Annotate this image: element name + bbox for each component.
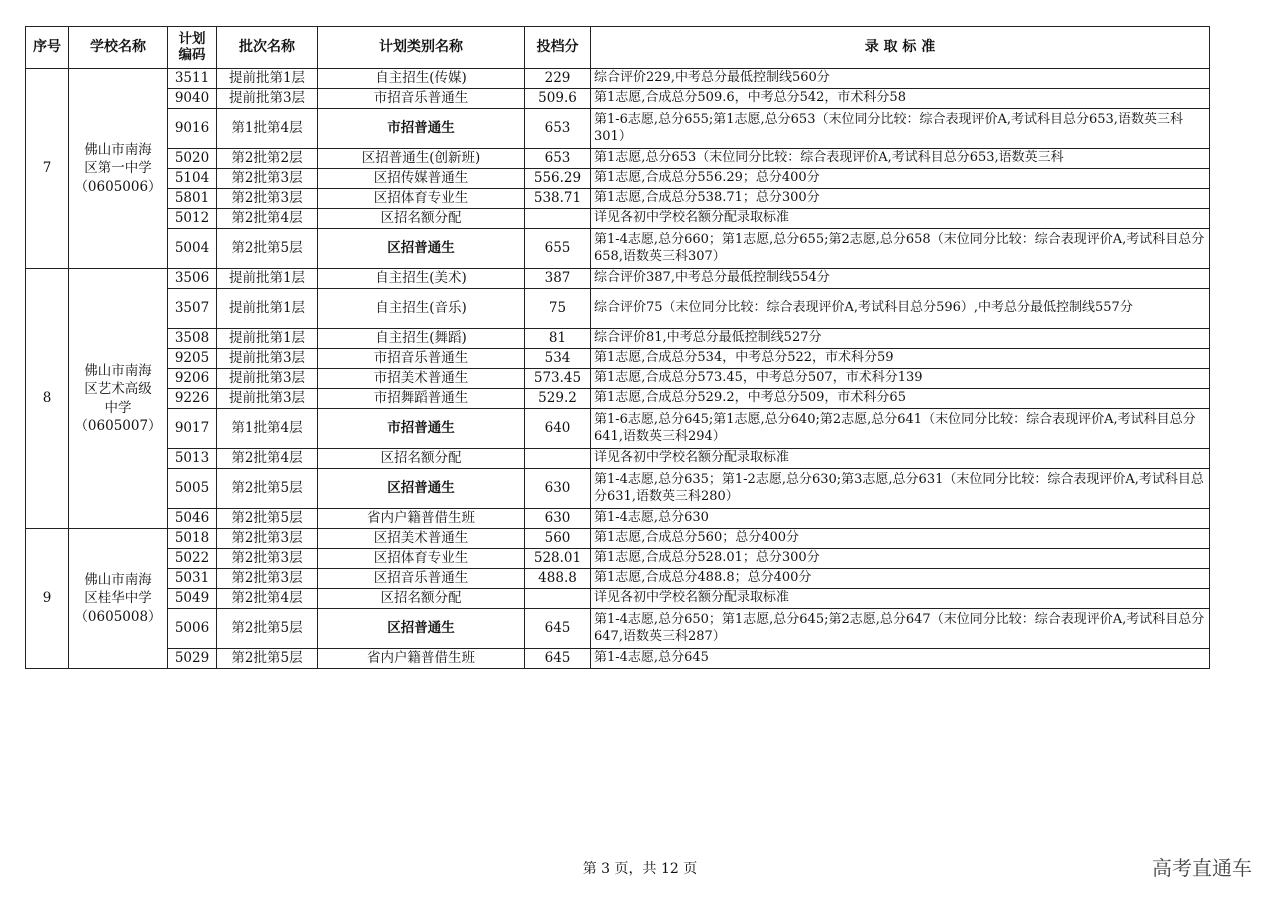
cell-batch: 第2批第4层 [217,449,318,469]
table-row [26,369,1210,389]
cell-batch: 第2批第3层 [217,569,318,589]
cell-plan-type: 区招普通生 [318,469,525,509]
cell-score: 573.45 [525,369,591,389]
cell-score: 81 [525,329,591,349]
cell-code: 3511 [168,69,217,89]
header-batch: 批次名称 [217,27,318,69]
table-row [26,229,1210,269]
cell-plan-type: 区招音乐普通生 [318,569,525,589]
cell-code: 5013 [168,449,217,469]
cell-batch: 第2批第3层 [217,189,318,209]
table-row [26,389,1210,409]
cell-code: 9226 [168,389,217,409]
header-row [26,27,1210,69]
table-row [26,189,1210,209]
cell-plan-type: 自主招生(传媒) [318,69,525,89]
cell-batch: 第2批第3层 [217,549,318,569]
table-row [26,509,1210,529]
cell-score: 560 [525,529,591,549]
cell-score: 534 [525,349,591,369]
cell-standard: 综合评价229,中考总分最低控制线560分 [591,69,1210,89]
cell-score: 488.8 [525,569,591,589]
cell-score: 645 [525,649,591,669]
cell-plan-type: 省内户籍普借生班 [318,649,525,669]
cell-plan-type: 区招名额分配 [318,209,525,229]
cell-plan-type: 区招传媒普通生 [318,169,525,189]
cell-standard: 第1-6志愿,总分655;第1志愿,总分653（末位同分比较：综合表现评价A,考试科目总分653,语数英三科301） [591,109,1210,149]
cell-plan-type: 市招音乐普通生 [318,89,525,109]
cell-standard: 第1-4志愿,总分630 [591,509,1210,529]
cell-score [525,589,591,609]
cell-code: 5006 [168,609,217,649]
cell-batch: 第2批第3层 [217,529,318,549]
cell-code: 9016 [168,109,217,149]
table-row [26,569,1210,589]
header-plan-type: 计划类别名称 [318,27,525,69]
table-row [26,469,1210,509]
cell-batch: 提前批第3层 [217,389,318,409]
cell-school-name: 佛山市南海 区桂华中学 （0605008） [69,529,168,669]
cell-code: 5022 [168,549,217,569]
cell-plan-type: 区招美术普通生 [318,529,525,549]
cell-batch: 提前批第1层 [217,329,318,349]
cell-standard: 第1志愿,合成总分573.45，中考总分507，市术科分139 [591,369,1210,389]
header-standard: 录 取 标 准 [591,27,1210,69]
header-seq: 序号 [26,27,69,69]
cell-code: 5104 [168,169,217,189]
cell-score [525,209,591,229]
cell-standard: 详见各初中学校名额分配录取标准 [591,449,1210,469]
cell-standard: 第1-4志愿,总分635；第1-2志愿,总分630;第3志愿,总分631（末位同分比较：综合表现评价A,考试科目总分631,语数英三科280） [591,469,1210,509]
admission-table [25,26,1210,669]
cell-batch: 提前批第1层 [217,289,318,329]
cell-school-name: 佛山市南海 区第一中学 （0605006） [69,69,168,269]
cell-standard: 第1志愿,合成总分556.29；总分400分 [591,169,1210,189]
cell-code: 9017 [168,409,217,449]
cell-code: 5801 [168,189,217,209]
cell-school-name: 佛山市南海 区艺术高级 中学 （0605007） [69,269,168,529]
cell-batch: 第1批第4层 [217,409,318,449]
cell-code: 5005 [168,469,217,509]
cell-batch: 提前批第1层 [217,69,318,89]
cell-standard: 第1志愿,合成总分560；总分400分 [591,529,1210,549]
header-score: 投档分 [525,27,591,69]
cell-score: 509.6 [525,89,591,109]
cell-code: 3508 [168,329,217,349]
cell-plan-type: 自主招生(舞蹈) [318,329,525,349]
table-row [26,289,1210,329]
cell-code: 5018 [168,529,217,549]
table-row [26,149,1210,169]
cell-standard: 第1-6志愿,总分645;第1志愿,总分640;第2志愿,总分641（末位同分比较：综合表现评价A,考试科目总分641,语数英三科294） [591,409,1210,449]
watermark: 高考直通车 [1152,856,1252,880]
table-row [26,529,1210,549]
cell-plan-type: 市招普通生 [318,409,525,449]
cell-standard: 详见各初中学校名额分配录取标准 [591,589,1210,609]
cell-batch: 第2批第4层 [217,589,318,609]
cell-plan-type: 区招体育专业生 [318,549,525,569]
cell-score: 75 [525,289,591,329]
cell-code: 5049 [168,589,217,609]
cell-standard: 第1志愿,合成总分534，中考总分522，市术科分59 [591,349,1210,369]
cell-standard: 第1-4志愿,总分650；第1志愿,总分645;第2志愿,总分647（末位同分比较：综合表现评价A,考试科目总分647,语数英三科287） [591,609,1210,649]
cell-batch: 第2批第2层 [217,149,318,169]
cell-batch: 提前批第3层 [217,349,318,369]
cell-score: 630 [525,469,591,509]
cell-code: 3506 [168,269,217,289]
table-row [26,549,1210,569]
cell-plan-type: 区招普通生 [318,609,525,649]
cell-score: 387 [525,269,591,289]
cell-plan-type: 区招普通生(创新班) [318,149,525,169]
cell-batch: 第2批第4层 [217,209,318,229]
cell-plan-type: 市招音乐普通生 [318,349,525,369]
cell-batch: 第2批第5层 [217,649,318,669]
cell-batch: 第2批第3层 [217,169,318,189]
cell-score: 630 [525,509,591,529]
table-row [26,89,1210,109]
cell-batch: 第2批第5层 [217,609,318,649]
cell-batch: 提前批第1层 [217,269,318,289]
header-school: 学校名称 [69,27,168,69]
table-row [26,449,1210,469]
cell-score [525,449,591,469]
cell-code: 5004 [168,229,217,269]
cell-score: 640 [525,409,591,449]
cell-plan-type: 自主招生(美术) [318,269,525,289]
table-row [26,269,1210,289]
table-row [26,329,1210,349]
cell-code: 5020 [168,149,217,169]
cell-score: 556.29 [525,169,591,189]
cell-standard: 第1志愿,合成总分529.2，中考总分509，市术科分65 [591,389,1210,409]
cell-standard: 第1-4志愿,总分660；第1志愿,总分655;第2志愿,总分658（末位同分比较：综合表现评价A,考试科目总分658,语数英三科307） [591,229,1210,269]
table-row [26,609,1210,649]
cell-code: 3507 [168,289,217,329]
cell-plan-type: 省内户籍普借生班 [318,509,525,529]
cell-standard: 第1志愿,总分653（末位同分比较：综合表现评价A,考试科目总分653,语数英三科 [591,149,1210,169]
cell-batch: 第1批第4层 [217,109,318,149]
table-row [26,649,1210,669]
cell-code: 5012 [168,209,217,229]
cell-score: 655 [525,229,591,269]
cell-standard: 第1志愿,合成总分538.71；总分300分 [591,189,1210,209]
header-code: 计划 编码 [168,27,217,69]
table-row [26,169,1210,189]
cell-batch: 第2批第5层 [217,229,318,269]
table-row [26,109,1210,149]
cell-batch: 提前批第3层 [217,369,318,389]
table-row [26,409,1210,449]
cell-batch: 提前批第3层 [217,89,318,109]
cell-code: 9206 [168,369,217,389]
cell-standard: 综合评价81,中考总分最低控制线527分 [591,329,1210,349]
cell-plan-type: 区招普通生 [318,229,525,269]
cell-standard: 综合评价75（末位同分比较：综合表现评价A,考试科目总分596）,中考总分最低控制线557分 [591,289,1210,329]
cell-score: 653 [525,149,591,169]
table-row [26,69,1210,89]
cell-score: 528.01 [525,549,591,569]
cell-score: 538.71 [525,189,591,209]
cell-plan-type: 区招体育专业生 [318,189,525,209]
cell-seq: 7 [26,69,69,269]
cell-code: 9040 [168,89,217,109]
cell-plan-type: 自主招生(音乐) [318,289,525,329]
cell-plan-type: 市招舞蹈普通生 [318,389,525,409]
cell-code: 5031 [168,569,217,589]
cell-batch: 第2批第5层 [217,469,318,509]
cell-standard: 第1志愿,合成总分488.8；总分400分 [591,569,1210,589]
table-row [26,589,1210,609]
cell-plan-type: 市招普通生 [318,109,525,149]
cell-score: 645 [525,609,591,649]
cell-batch: 第2批第5层 [217,509,318,529]
cell-plan-type: 区招名额分配 [318,589,525,609]
cell-score: 229 [525,69,591,89]
cell-standard: 综合评价387,中考总分最低控制线554分 [591,269,1210,289]
table-row [26,349,1210,369]
cell-plan-type: 市招美术普通生 [318,369,525,389]
page-footer: 第 3 页，共 12 页 [582,861,698,877]
cell-standard: 第1志愿,合成总分528.01；总分300分 [591,549,1210,569]
table-body [26,69,1210,669]
cell-code: 5046 [168,509,217,529]
cell-score: 653 [525,109,591,149]
cell-standard: 第1-4志愿,总分645 [591,649,1210,669]
cell-seq: 9 [26,529,69,669]
cell-code: 9205 [168,349,217,369]
cell-standard: 详见各初中学校名额分配录取标准 [591,209,1210,229]
cell-seq: 8 [26,269,69,529]
cell-standard: 第1志愿,合成总分509.6，中考总分542，市术科分58 [591,89,1210,109]
cell-code: 5029 [168,649,217,669]
cell-score: 529.2 [525,389,591,409]
table-row [26,209,1210,229]
cell-plan-type: 区招名额分配 [318,449,525,469]
